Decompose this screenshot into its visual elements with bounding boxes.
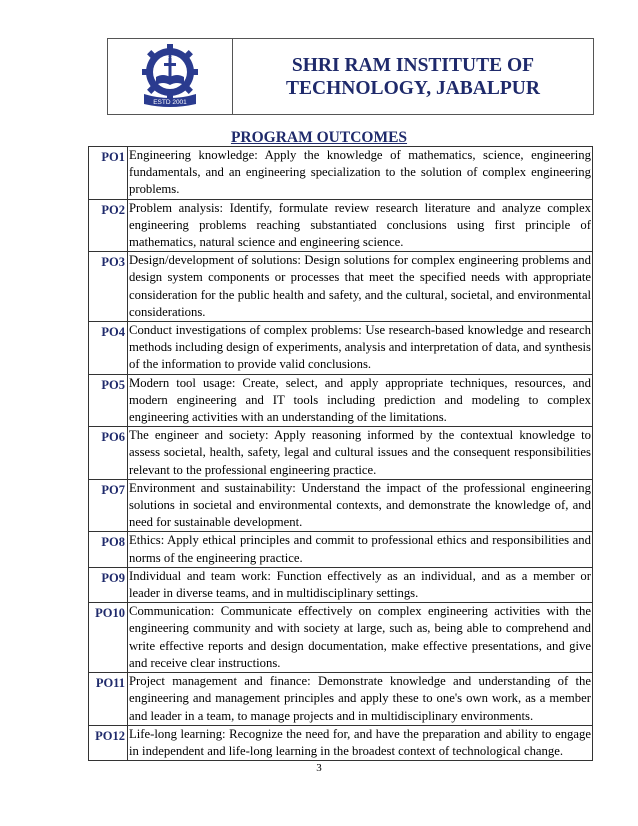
po-description: Individual and team work: Function effectively as an individual, and as a member or leader in diverse teams, and in multidisciplinary settings. [128, 567, 593, 602]
table-row [89, 725, 593, 760]
po-description: Project management and finance: Demonstrate knowledge and understanding of the engineering and management principles and apply these to one's own work, as a member and leader in a team, to manage projects and in multidisciplinary environments. [128, 673, 593, 726]
po-code: PO2 [89, 199, 128, 252]
po-description: Design/development of solutions: Design solutions for complex engineering problems and design system components or processes that meet the specified needs with appropriate consideration for the public health and safety, and the cultural, societal, and environmental considerations. [128, 252, 593, 322]
po-description: Life-long learning: Recognize the need for, and have the preparation and ability to engage in independent and life-long learning in the broadest context of technological change. [128, 725, 593, 760]
po-description: Conduct investigations of complex problems: Use research-based knowledge and research methods including design of experiments, analysis and interpretation of data, and synthesis of the information to provide valid conclusions. [128, 322, 593, 375]
po-description: Ethics: Apply ethical principles and commit to professional ethics and responsibilities and norms of the engineering practice. [128, 532, 593, 567]
po-description: Problem analysis: Identify, formulate review research literature and analyze complex engineering problems reaching substantiated conclusions using first principle of mathematics, natural science and engineering science. [128, 199, 593, 252]
institute-title [233, 39, 593, 114]
po-description: Engineering knowledge: Apply the knowledge of mathematics, science, engineering fundamentals, and an engineering specialization to the solution of complex engineering problems. [128, 147, 593, 200]
table-row [89, 427, 593, 480]
po-code: PO10 [89, 603, 128, 673]
po-code: PO3 [89, 252, 128, 322]
po-code: PO1 [89, 147, 128, 200]
table-row [89, 322, 593, 375]
institute-title-line1: SHRI RAM INSTITUTE OF [291, 54, 535, 76]
po-code: PO12 [89, 725, 128, 760]
header-box [107, 38, 594, 115]
po-description: Modern tool usage: Create, select, and apply appropriate techniques, resources, and modern engineering and IT tools including prediction and modeling to complex engineering activities with an understanding of the limitations. [128, 374, 593, 427]
table-row [89, 479, 593, 532]
po-code: PO4 [89, 322, 128, 375]
po-code: PO9 [89, 567, 128, 602]
po-description: The engineer and society: Apply reasoning informed by the contextual knowledge to assess societal, health, safety, legal and cultural issues and the consequent responsibilities relevant to the professional engineering practice. [128, 427, 593, 480]
page-number: 3 [316, 762, 322, 774]
po-description: Environment and sustainability: Understand the impact of the professional engineering solutions in societal and environmental contexts, and demonstrate the knowledge of, and need for sustainable development. [128, 479, 593, 532]
institute-logo-icon [130, 44, 210, 110]
po-code: PO6 [89, 427, 128, 480]
table-row [89, 252, 593, 322]
program-outcomes-table [88, 146, 593, 761]
table-row [89, 603, 593, 673]
section-title: PROGRAM OUTCOMES [230, 129, 408, 146]
table-row [89, 532, 593, 567]
table-row [89, 374, 593, 427]
logo-text: ESTD 2001 [153, 98, 187, 106]
table-row [89, 673, 593, 726]
table-row [89, 567, 593, 602]
table-row [89, 147, 593, 200]
po-code: PO8 [89, 532, 128, 567]
po-code: PO7 [89, 479, 128, 532]
logo-cell [108, 39, 233, 114]
po-code: PO11 [89, 673, 128, 726]
institute-title-line2: TECHNOLOGY, JABALPUR [286, 77, 540, 99]
table-row [89, 199, 593, 252]
po-code: PO5 [89, 374, 128, 427]
po-description: Communication: Communicate effectively on complex engineering activities with the engineering community and with society at large, such as, being able to comprehend and write effective reports and design documentation, make effective presentations, and give and receive clear instructions. [128, 603, 593, 673]
